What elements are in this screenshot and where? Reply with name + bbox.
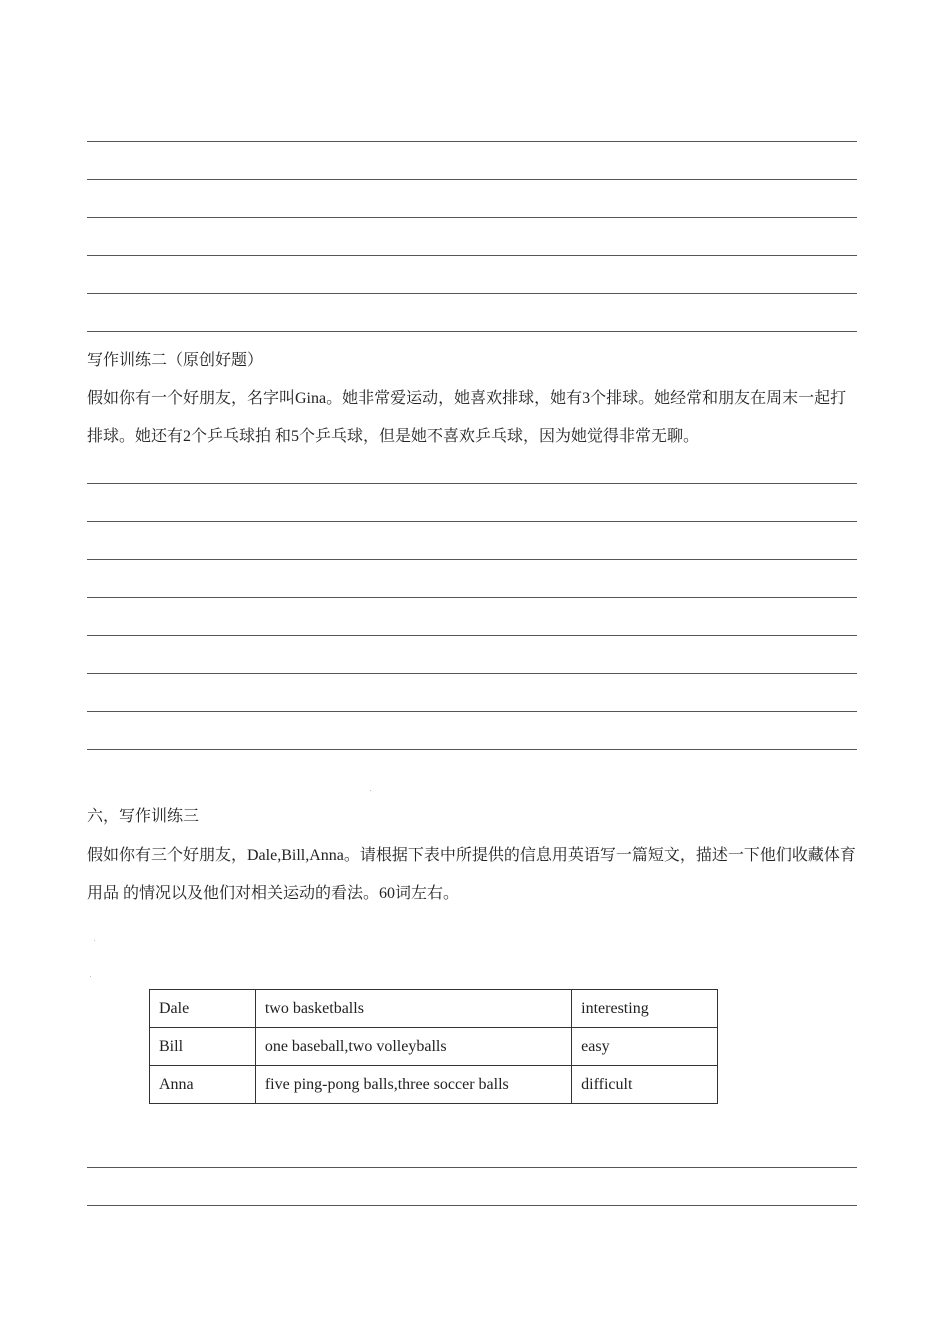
table-row (150, 1066, 718, 1104)
table-row (150, 1028, 718, 1066)
scan-speck (90, 976, 91, 977)
table-cell-name: Anna (150, 1066, 256, 1104)
info-table (149, 989, 718, 1104)
scan-speck (370, 790, 371, 791)
table-cell-items: one baseball,two volleyballs (255, 1028, 571, 1066)
table-cell-items: five ping-pong balls,three soccer balls (255, 1066, 571, 1104)
answer-line[interactable] (87, 597, 857, 598)
answer-line[interactable] (87, 217, 857, 218)
answer-line[interactable] (87, 1205, 857, 1206)
answer-line[interactable] (87, 483, 857, 484)
answer-line[interactable] (87, 331, 857, 332)
table-cell-name: Dale (150, 990, 256, 1028)
section2-heading: 写作训练二（原创好题） (87, 352, 264, 369)
section3-heading: 六，写作训练三 (87, 808, 200, 825)
table-cell-opinion: difficult (572, 1066, 718, 1104)
table-row (150, 990, 718, 1028)
answer-line[interactable] (87, 673, 857, 674)
answer-line[interactable] (87, 179, 857, 180)
table-cell-opinion: interesting (572, 990, 718, 1028)
table-cell-name: Bill (150, 1028, 256, 1066)
answer-line[interactable] (87, 141, 857, 142)
table-cell-opinion: easy (572, 1028, 718, 1066)
section2-prompt: 假如你有一个好朋友，名字叫Gina。她非常爱运动，她喜欢排球，她有3个排球。她经常和朋友在周末一起打排球。她还有2个乒乓球拍 和5个乒乓球，但是她不喜欢乒乓球，因为她觉得非常无聊。 (87, 390, 847, 445)
answer-line[interactable] (87, 255, 857, 256)
table-cell-items: two basketballs (255, 990, 571, 1028)
scan-speck (94, 940, 95, 941)
answer-line[interactable] (87, 1167, 857, 1168)
answer-line[interactable] (87, 711, 857, 712)
section3-prompt: 假如你有三个好朋友，Dale,Bill,Anna。请根据下表中所提供的信息用英语写一篇短文，描述一下他们收藏体育用品 的情况以及他们对相关运动的看法。60词左右。 (87, 847, 856, 902)
answer-line[interactable] (87, 749, 857, 750)
answer-line[interactable] (87, 635, 857, 636)
answer-line[interactable] (87, 521, 857, 522)
answer-line[interactable] (87, 293, 857, 294)
answer-line[interactable] (87, 559, 857, 560)
